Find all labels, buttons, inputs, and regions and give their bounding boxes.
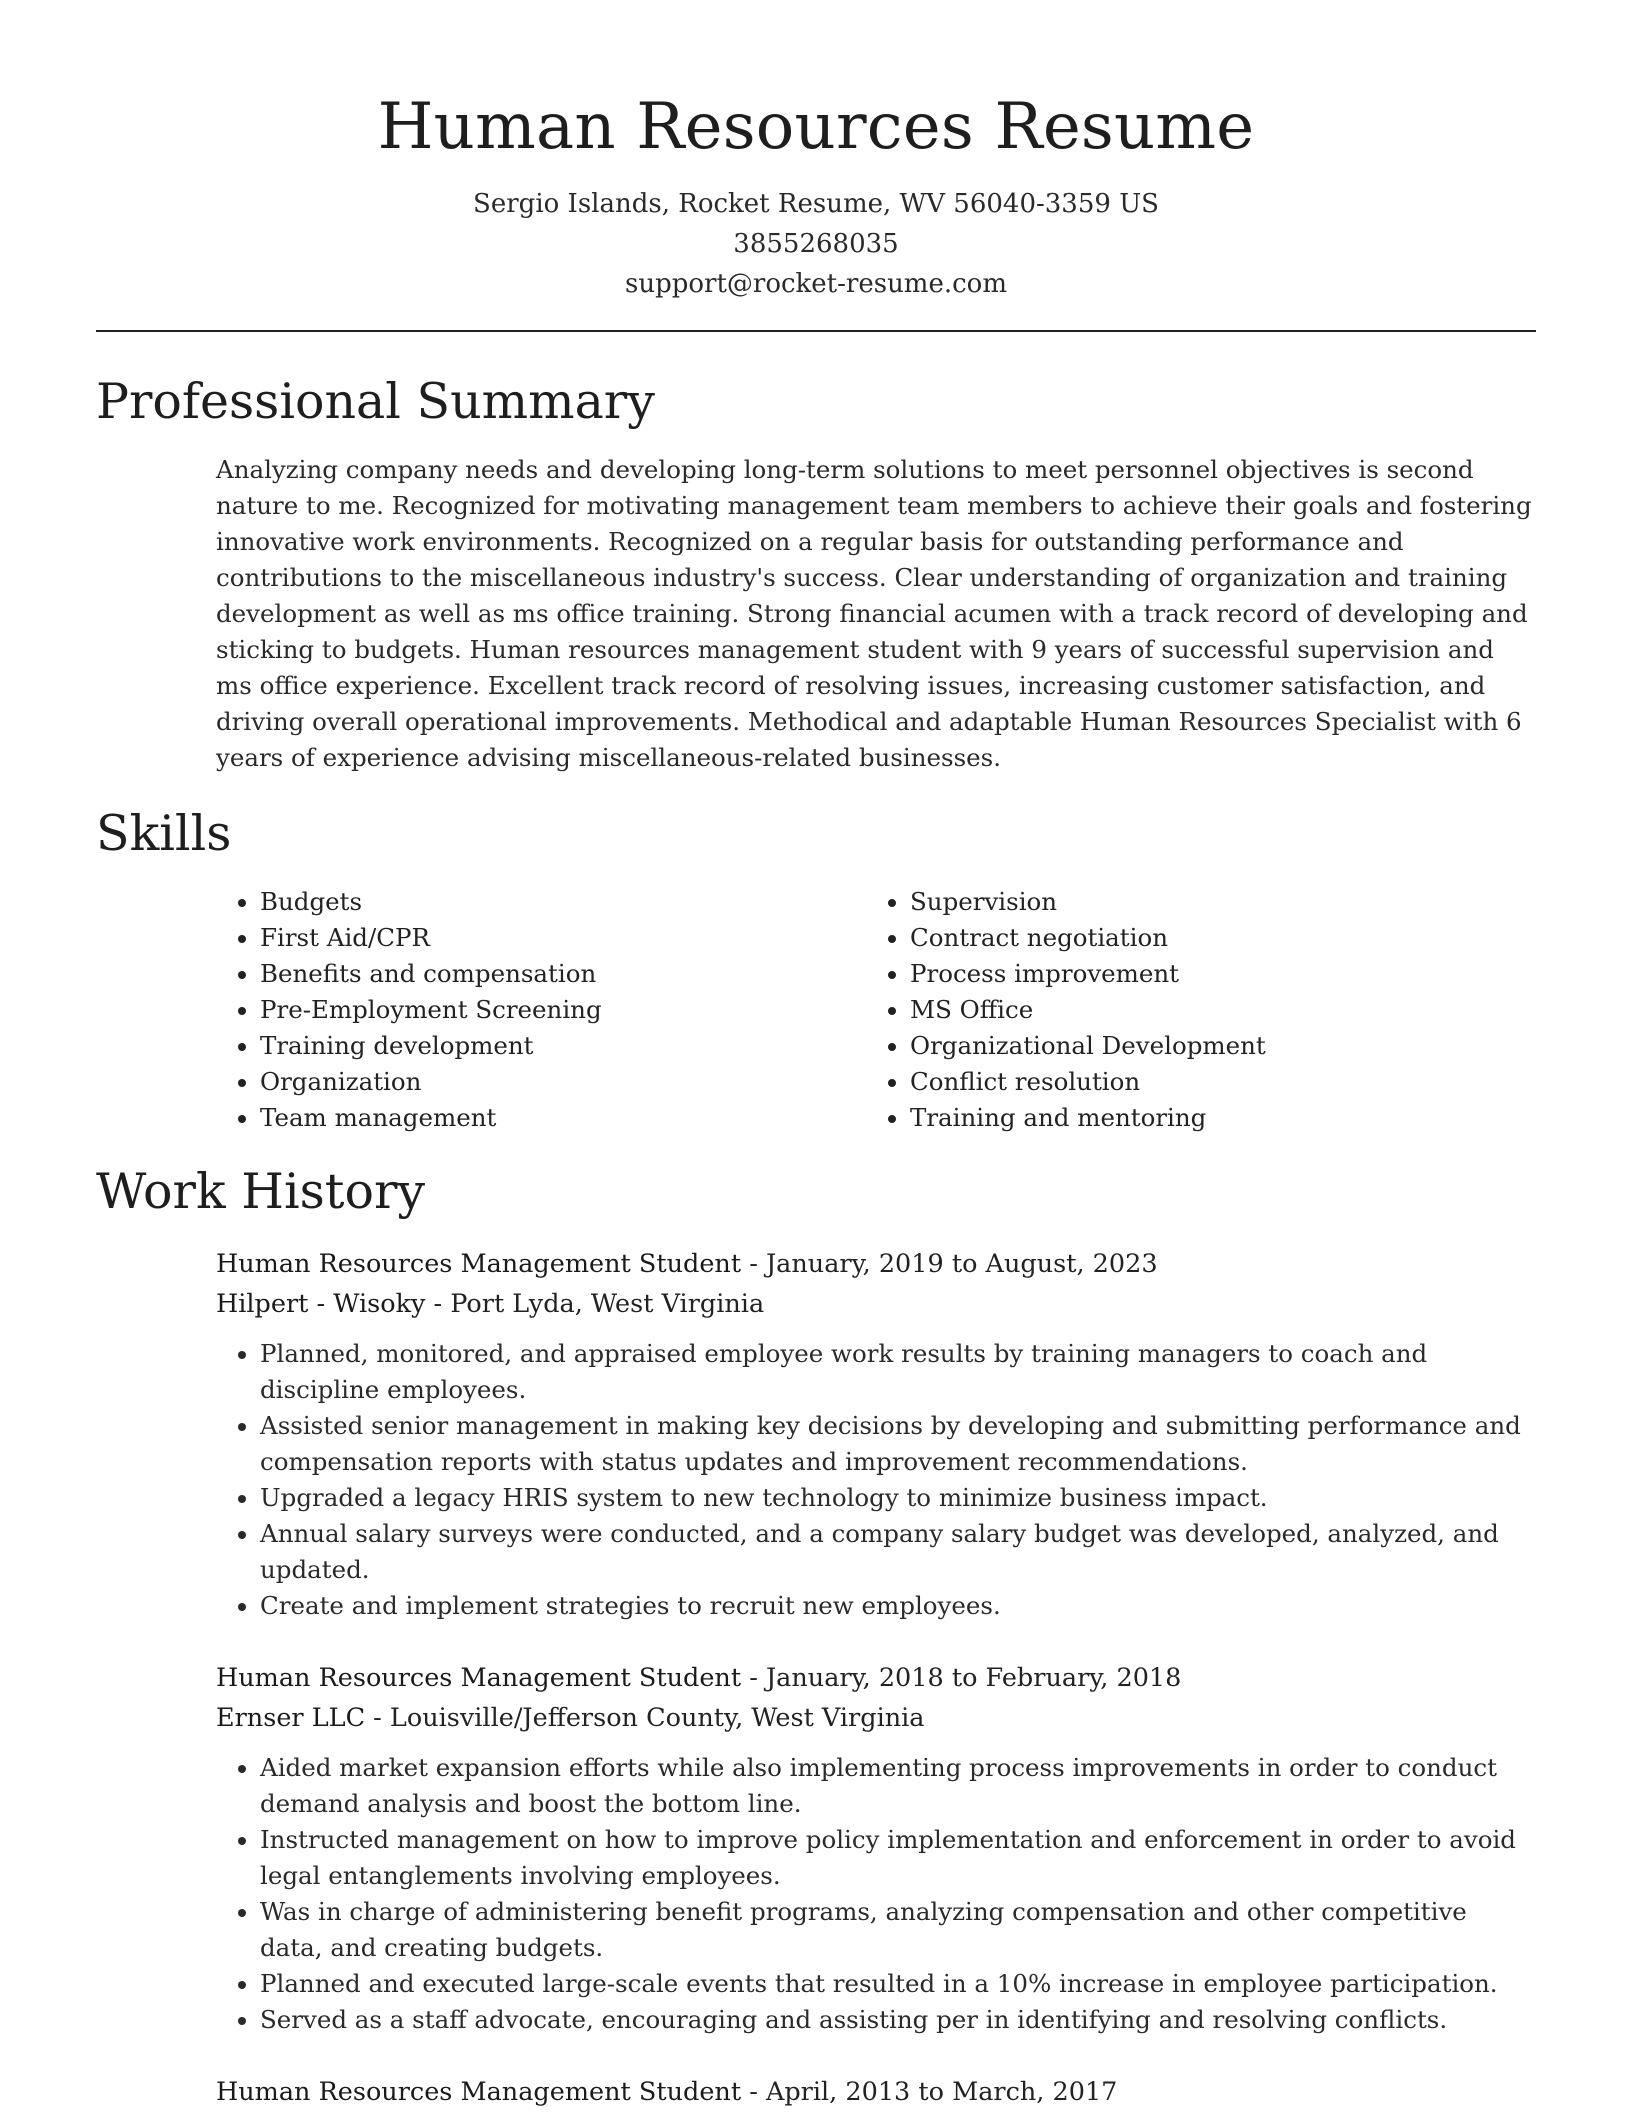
skill-item: • MS Office: [910, 992, 1516, 1028]
contact-address: Sergio Islands, Rocket Resume, WV 56040-3359 US: [473, 189, 1159, 219]
skill-item: • Benefits and compensation: [260, 956, 866, 992]
job-company: Ernser LLC: [216, 1703, 366, 1733]
skill-item: • Pre-Employment Screening: [260, 992, 866, 1028]
summary-section: [96, 372, 1536, 776]
skill-item: • Budgets: [260, 884, 866, 920]
work-history-section: [96, 1162, 1536, 2112]
job-dates: April, 2013 to March, 2017: [765, 2077, 1118, 2107]
skills-list-left: [216, 884, 866, 1136]
job-bullet: • Planned and executed large-scale events that resulted in a 10% increase in employee participation.: [260, 1966, 1536, 2002]
job-bullet: • Create and implement strategies to recruit new employees.: [260, 1588, 1536, 1624]
job-bullets: [216, 1336, 1536, 1624]
job-company-line: Hilpert - Wisoky - Port Lyda, West Virginia: [216, 1289, 765, 1319]
skill-item: • Team management: [260, 1100, 866, 1136]
job-location: Port Lyda, West Virginia: [450, 1289, 765, 1319]
job-bullets: [216, 1750, 1536, 2038]
job-company-line: Ernser LLC - Louisville/Jefferson County, West Virginia: [216, 1703, 925, 1733]
skill-item: • Process improvement: [910, 956, 1516, 992]
job-bullet: • Assisted senior management in making key decisions by developing and submitting performance and compensation reports with status updates and improvement recommendations.: [260, 1408, 1536, 1480]
job-dates: January, 2019 to August, 2023: [765, 1249, 1158, 1279]
skills-list-right: [866, 884, 1516, 1136]
skills-section: [96, 804, 1536, 1136]
work-history-heading: Work History: [96, 1163, 426, 1220]
skill-item: • Organizational Development: [910, 1028, 1516, 1064]
job-bullet: • Instructed management on how to improve policy implementation and enforcement in order to avoid legal entanglements involving employees.: [260, 1822, 1536, 1894]
job-bullet: • Was in charge of administering benefit programs, analyzing compensation and other competitive data, and creating budgets.: [260, 1894, 1536, 1966]
resume-title: Human Resources Resume: [377, 90, 1255, 164]
job-bullet: • Annual salary surveys were conducted, and a company salary budget was developed, analyzed, and updated.: [260, 1516, 1536, 1588]
skill-item: • Training development: [260, 1028, 866, 1064]
skills-heading: Skills: [96, 805, 232, 862]
contact-block: [96, 184, 1536, 304]
job-bullet: • Upgraded a legacy HRIS system to new technology to minimize business impact.: [260, 1480, 1536, 1516]
job-title: Human Resources Management Student: [216, 1249, 742, 1279]
skill-item: • Supervision: [910, 884, 1516, 920]
job-bullet: • Planned, monitored, and appraised employee work results by training managers to coach and discipline employees.: [260, 1336, 1536, 1408]
job-location: Louisville/Jefferson County, West Virginia: [389, 1703, 925, 1733]
resume-page: [96, 0, 1536, 2112]
summary-heading: Professional Summary: [96, 373, 655, 430]
job-dates: January, 2018 to February, 2018: [765, 1663, 1182, 1693]
job-title-line: Human Resources Management Student - January, 2019 to August, 2023: [216, 1249, 1158, 1279]
job-entry: [216, 2072, 1536, 2112]
skill-item: • Contract negotiation: [910, 920, 1516, 956]
skills-columns: [216, 884, 1536, 1136]
job-bullet: • Aided market expansion efforts while also implementing process improvements in order to conduct demand analysis and boost the bottom line.: [260, 1750, 1536, 1822]
job-title: Human Resources Management Student: [216, 2077, 742, 2107]
skill-item: • Conflict resolution: [910, 1064, 1516, 1100]
job-title-line: Human Resources Management Student - April, 2013 to March, 2017: [216, 2077, 1118, 2107]
summary-text: Analyzing company needs and developing long-term solutions to meet personnel objectives is second nature to me. Recognized for motivating management team members to achieve their goals and fostering innovative work environments. Recognized on a regular basis for outstanding performance and contributions to the miscellaneous industry's success. Clear understanding of organization and training development as well as ms office training. Strong financial acumen with a track record of developing and sticking to budgets. Human resources management student with 9 years of successful supervision and ms office experience. Excellent track record of resolving issues, increasing customer satisfaction, and driving overall operational improvements. Methodical and adaptable Human Resources Specialist with 6 years of experience advising miscellaneous-related businesses.: [216, 455, 1532, 772]
job-bullet: • Served as a staff advocate, encouraging and assisting per in identifying and resolving conflicts.: [260, 2002, 1536, 2038]
job-entry: [216, 1244, 1536, 1624]
job-title-line: Human Resources Management Student - January, 2018 to February, 2018: [216, 1663, 1182, 1693]
skill-item: • Training and mentoring: [910, 1100, 1516, 1136]
contact-phone: 3855268035: [733, 229, 899, 259]
job-title: Human Resources Management Student: [216, 1663, 742, 1693]
job-company: Hilpert - Wisoky: [216, 1289, 426, 1319]
header-divider: [96, 330, 1536, 332]
skill-item: • First Aid/CPR: [260, 920, 866, 956]
skill-item: • Organization: [260, 1064, 866, 1100]
job-entry: [216, 1658, 1536, 2038]
contact-email: support@rocket-resume.com: [624, 269, 1007, 299]
